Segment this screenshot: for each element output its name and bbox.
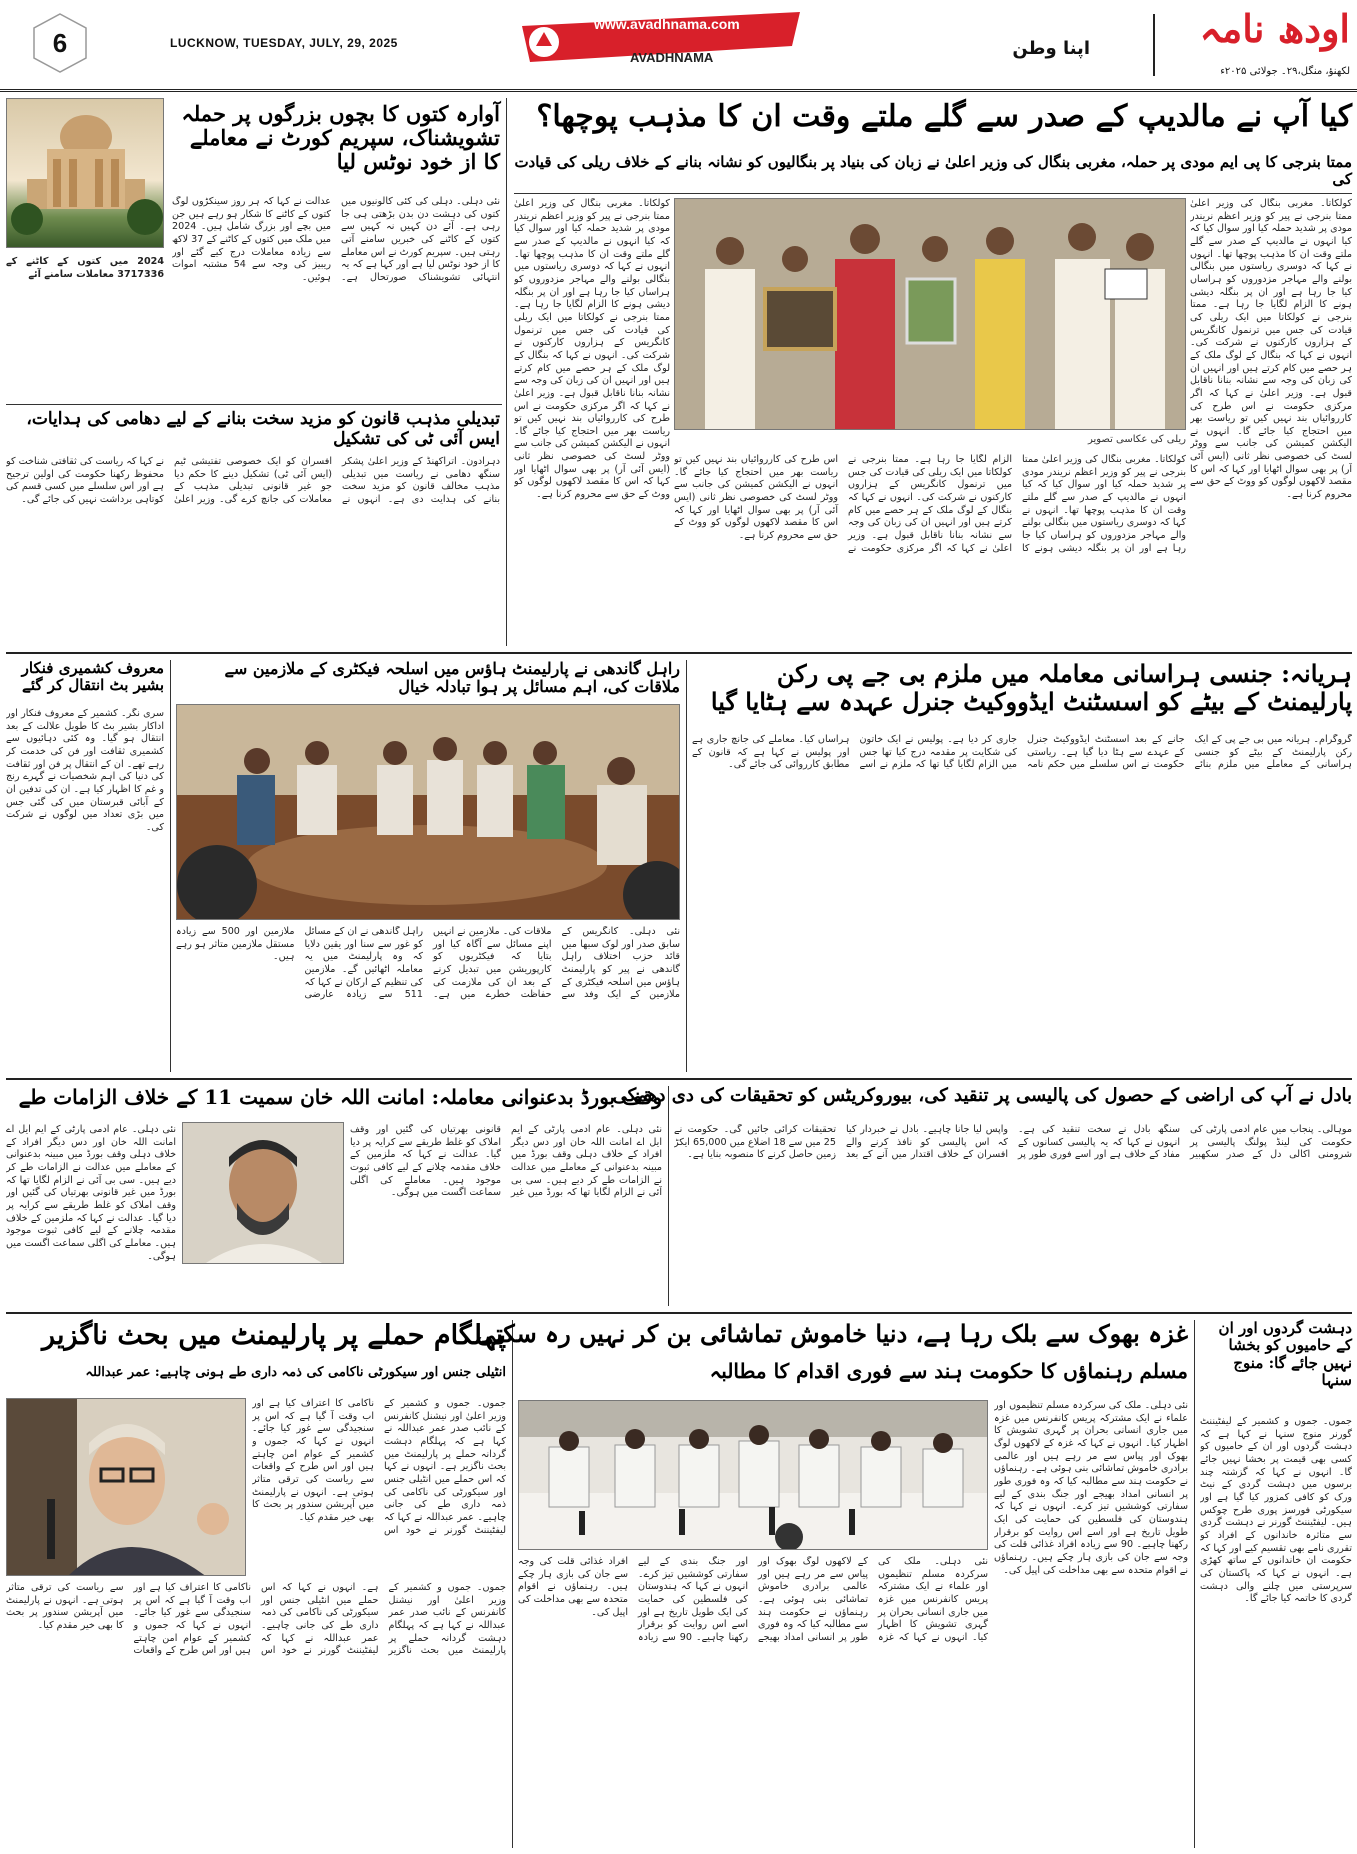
story-conversion-law <box>6 410 500 646</box>
waqf-body-right: نئی دہلی۔ عام آدمی پارٹی کے ایم ایل اے امانت اللہ خان اور دس دیگر افراد کے خلاف دہلی وقف بورڈ میں مبینہ بدعنوانی کے معاملے میں عدالت نے الزامات طے کر دیے ہیں۔ سی بی آئی نے الزام لگایا تھا کہ بورڈ میں غیر قانونی بھرتیاں کی گئیں اور وقف املاک کو غلط طریقے سے کرایہ پر دیا گیا۔ عدالت نے کہا کہ ملزمین کے خلاف مقدمہ چلانے کے لیے کافی ثبوت موجود ہیں۔ معاملے کی اگلی سماعت اگست میں ہوگی۔ <box>350 1124 662 1199</box>
column-rule <box>1194 1320 1195 1848</box>
story-haryana <box>692 660 1352 1072</box>
column-rule <box>668 1086 669 1306</box>
dateline: LUCKNOW, TUESDAY, JULY, 29, 2025 <box>170 36 398 50</box>
gaza-body-bottom: نئی دہلی۔ ملک کی سرکردہ مسلم تنظیموں اور علماء نے ایک مشترکہ پریس کانفرنس میں غزہ میں جاری انسانی بحران پر گہری تشویش کا اظہار کیا۔ انہوں نے کہا کہ غزہ کے لاکھوں لوگ بھوک اور پیاس سے مر رہے ہیں اور عالمی برادری خاموش تماشائی بنی ہوئی ہے۔ رہنماؤں نے حکومت ہند سے مطالبہ کیا کہ وہ فوری طور پر انسانی امداد بھیجے اور جنگ بندی کے لیے سفارتی کوششیں تیز کرے۔ انہوں نے کہا کہ ہندوستان کی فلسطین کی حمایت کی ایک طویل تاریخ ہے اور اسے اس روایت کو برقرار رکھنا چاہیے۔ 90 سے زیادہ افراد غذائی قلت کی وجہ سے جان کی بازی ہار چکے ہیں۔ رہنماؤں نے اقوام متحدہ سے بھی مداخلت کی اپیل کی۔ <box>518 1556 988 1643</box>
row-rule <box>6 404 502 405</box>
haryana-body: گروگرام۔ ہریانہ میں بی جے پی کے ایک رکن پارلیمنٹ کے بیٹے کو جنسی ہراسانی کے معاملے میں ملزم بنائے جانے کے بعد اسسٹنٹ ایڈووکیٹ جنرل کے عہدے سے ہٹا دیا گیا ہے۔ ریاستی حکومت نے اس سلسلے میں حکم نامہ جاری کر دیا ہے۔ پولیس نے ایک خاتون کی شکایت پر مقدمہ درج کیا تھا جس میں الزام لگایا گیا تھا کہ ملزم نے اسے ہراساں کیا۔ معاملے کی جانچ جاری ہے اور پولیس نے کہا ہے کہ قانون کے مطابق کارروائی کی جائے گی۔ <box>692 734 1352 771</box>
amanatullah-photo <box>182 1122 344 1264</box>
mamata-rally-photo <box>674 198 1186 430</box>
supreme-court-photo <box>6 98 164 248</box>
manoj-sinha-body: جموں۔ جموں و کشمیر کے لیفٹیننٹ گورنر منوج سنہا نے کہا ہے کہ دہشت گردوں اور ان کے حامیوں کو کسی بھی قیمت پر بخشا نہیں جائے گا۔ انہوں نے کہا کہ گزشتہ چند برسوں میں دہشت گردی کے نیٹ ورک کو کافی کمزور کیا گیا ہے اور سیکورٹی فورسز پوری طرح چوکس ہیں۔ لیفٹیننٹ گورنر نے دہشت گردی سے متاثرہ خاندانوں کے افراد کو تقرری نامے بھی تقسیم کیے اور کہا کہ حکومت ان خاندانوں کے ساتھ کھڑی ہے۔ انہوں نے کہا کہ پاکستان کی سرپرستی میں چلنے والی دہشت گردی کا خاتمہ کیا جائے گا۔ <box>1200 1416 1352 1605</box>
stray-dogs-body: نئی دہلی۔ دہلی کی کئی کالونیوں میں کتوں کی دہشت دن بدن بڑھتی ہی جا رہی ہے۔ آئے دن کہیں نہ کہیں سے کتوں کے کاٹنے کی خبریں سامنے آتی رہتی ہیں۔ سپریم کورٹ نے اس معاملے کا از خود نوٹس لیا ہے اور کہا ہے کہ یہ انتہائی تشویشناک صورتحال ہے۔ عدالت نے کہا کہ ہر روز سینکڑوں لوگ کتوں کے کاٹنے کا شکار ہو رہے ہیں جن میں بچے اور بزرگ شامل ہیں۔ 2024 میں ملک میں کتوں کے کاٹنے کے 37 لاکھ سے زیادہ معاملات درج کیے گئے اور ریبیز کی وجہ سے 54 مشتبہ اموات ہوئیں۔ <box>172 196 500 283</box>
row-rule <box>6 652 1352 654</box>
gaza-headline: غزہ بھوک سے بلک رہا ہے، دنیا خاموش تماشائی بن کر نہیں رہ سکتی <box>476 1319 1188 1348</box>
column-rule <box>686 660 687 1072</box>
waqf-board-headline: وقف بورڈ بدعنوانی معاملہ: امانت اللہ خان سمیت 11 کے خلاف الزامات طے <box>18 1085 662 1109</box>
page-number-badge <box>32 12 88 74</box>
masthead <box>0 0 1357 92</box>
kashmiri-artist-body: سری نگر۔ کشمیر کے معروف فنکار اور اداکار بشیر بٹ کا طویل علالت کے بعد انتقال ہو گیا۔ وہ کئی دہائیوں سے کشمیری ثقافت اور فن کی خدمت کر رہے تھے۔ ان کے انتقال پر فن اور ثقافت کی دنیا کی اہم شخصیات نے گہرے رنج و غم کا اظہار کیا ہے۔ ان کی تدفین ان کے آبائی قبرستان میں کی گئی جس میں بڑی تعداد میں لوگوں نے شرکت کی۔ <box>6 708 164 833</box>
urdu-date: لکھنؤ، منگل،۲۹۔ جولائی ۲۰۲۵ء <box>1220 66 1350 77</box>
story-pahalgam <box>6 1320 506 1848</box>
mamata-photo-caption: ریلی کی عکاسی تصویر <box>1087 434 1186 445</box>
website-url[interactable]: www.avadhnama.com <box>594 16 740 32</box>
pahalgam-body-bottom: جموں۔ جموں و کشمیر کے وزیر اعلیٰ اور نیشنل کانفرنس کے نائب صدر عمر عبداللہ نے کہا ہے کہ پہلگام دہشت گردانہ حملے پر پارلیمنٹ میں بحث ناگزیر ہے۔ انہوں نے کہا کہ اس حملے میں انٹیلی جنس اور سیکورٹی کی ناکامی کی ذمہ داری طے کی جانی چاہیے۔ عمر عبداللہ نے کہا کہ لیفٹیننٹ گورنر نے خود اس ناکامی کا اعتراف کیا ہے اور اب وقت آ گیا ہے کہ اس پر سنجیدگی سے غور کیا جائے۔ انہوں نے کہا کہ جموں و کشمیر کے عوام امن چاہتے ہیں اور اس طرح کے واقعات سے ریاست کی ترقی متاثر ہوتی ہے۔ انہوں نے پارلیمنٹ میں آپریشن سندور پر بحث کا بھی خیر مقدم کیا۔ <box>6 1582 506 1657</box>
section-name: اپنا وطن <box>1012 38 1090 59</box>
omar-abdullah-photo <box>6 1398 246 1576</box>
masthead-divider <box>1153 14 1155 76</box>
mamata-body-left: کولکاتا۔ مغربی بنگال کی وزیر اعلیٰ ممتا بنرجی نے پیر کو وزیر اعظم نریندر مودی پر شدید حملہ کیا اور سوال کیا کہ کیا انہوں نے مالدیپ کے صدر سے گلے ملتے وقت ان کا مذہب پوچھا تھا۔ انہوں نے کہا کہ دوسری ریاستوں میں بنگالی بولنے والے مہاجر مزدوروں کو ہراساں کیا جا رہا ہے اور ان پر بنگلہ دیشی ہونے کا الزام لگایا جا رہا ہے۔ ممتا بنرجی نے کولکاتا میں ایک ریلی کی قیادت کی جس میں ترنمول کانگریس کے ہزاروں کارکنوں نے شرکت کی۔ انہوں نے کہا کہ بنگال کے لوگ ملک کے ہر حصے میں کام کرتے ہیں اور انہیں ان کی زبان کی وجہ سے نشانہ بنانا ناقابل قبول ہے۔ وزیر اعلیٰ نے کہا کہ اگر مرکزی حکومت نے اس طرح کی کارروائیاں بند نہیں کیں تو ریاست بھر میں احتجاج کیا جائے گا۔ انہوں نے الیکشن کمیشن کی جانب سے ووٹر لسٹ کی خصوصی نظر ثانی (ایس آئی آر) پر بھی سوال اٹھایا اور کہا کہ اس کا مقصد لاکھوں لوگوں کو ووٹ کے حق سے محروم کرنا ہے۔ <box>514 198 670 501</box>
row-rule <box>6 1312 1352 1314</box>
pahalgam-subhead: انٹیلی جنس اور سیکورٹی ناکامی کی ذمہ داری طے ہونی چاہیے: عمر عبداللہ <box>85 1365 506 1380</box>
story-kashmiri-artist <box>6 660 164 1072</box>
column-rule <box>170 660 171 1072</box>
mamata-subhead: ممتا بنرجی کا پی ایم مودی پر حملہ، مغربی بنگال کی وزیر اعلیٰ نے زبان کی بنیاد پر بنگالیوں کو نشانہ بنانے کے خلاف ریلی کی قیادت کی <box>514 154 1352 194</box>
rahul-meeting-photo <box>176 704 680 920</box>
gaza-subhead: مسلم رہنماؤں کا حکومت ہند سے فوری اقدام کا مطالبہ <box>709 1359 1188 1383</box>
mamata-headline: کیا آپ نے مالدیپ کے صدر سے گلے ملتے وقت ان کا مذہب پوچھا؟ <box>536 99 1352 134</box>
story-rahul-gandhi <box>176 660 680 1072</box>
rahul-gandhi-body: نئی دہلی۔ کانگریس کے سابق صدر اور لوک سبھا میں قائد حزب اختلاف راہل گاندھی نے پیر کو پارلیمنٹ ہاؤس میں اسلحہ فیکٹری کے ملازمین کے ایک وفد سے ملاقات کی۔ ملازمین نے انہیں اپنے مسائل سے آگاہ کیا اور بتایا کہ فیکٹریوں کو کارپوریشن میں تبدیل کرنے کے بعد ان کی ملازمت کی حفاظت خطرے میں ہے۔ راہل گاندھی نے ان کے مسائل کو غور سے سنا اور یقین دلایا کہ وہ پارلیمنٹ میں یہ معاملہ اٹھائیں گے۔ ملازمین کی تنظیم کے ارکان نے کہا کہ 511 سے زیادہ عارضی ملازمین اور 500 سے زیادہ مستقل ملازمین متاثر ہو رہے ہیں۔ <box>176 926 680 1001</box>
mamata-body-bottom: کولکاتا۔ مغربی بنگال کی وزیر اعلیٰ ممتا بنرجی نے پیر کو وزیر اعظم نریندر مودی پر شدید حملہ کیا اور سوال کیا کہ کیا انہوں نے مالدیپ کے صدر سے گلے ملتے وقت ان کا مذہب پوچھا تھا۔ انہوں نے کہا کہ دوسری ریاستوں میں بنگالی بولنے والے مہاجر مزدوروں کو ہراساں کیا جا رہا ہے اور ان پر بنگلہ دیشی ہونے کا الزام لگایا جا رہا ہے۔ ممتا بنرجی نے کولکاتا میں ایک ریلی کی قیادت کی جس میں ترنمول کانگریس کے ہزاروں کارکنوں نے شرکت کی۔ انہوں نے کہا کہ بنگال کے لوگ ملک کے ہر حصے میں کام کرتے ہیں اور انہیں ان کی زبان کی وجہ سے نشانہ بنانا ناقابل قبول ہے۔ وزیر اعلیٰ نے کہا کہ اگر مرکزی حکومت نے اس طرح کی کارروائیاں بند نہیں کیں تو ریاست بھر میں احتجاج کیا جائے گا۔ انہوں نے الیکشن کمیشن کی جانب سے ووٹر لسٹ کی خصوصی نظر ثانی (ایس آئی آر) پر بھی سوال اٹھایا اور کہا کہ اس کا مقصد لاکھوں لوگوں کو ووٹ کے حق سے محروم کرنا ہے۔ <box>674 454 1186 554</box>
story-manoj-sinha <box>1200 1320 1352 1848</box>
column-rule <box>512 1320 513 1848</box>
story-gaza <box>476 1319 1188 1848</box>
manoj-sinha-headline: دہشت گردوں اور ان کے حامیوں کو بخشا نہیں جائے گا: منوج سنہا <box>1218 1319 1352 1389</box>
mamata-body-right: کولکاتا۔ مغربی بنگال کی وزیر اعلیٰ ممتا بنرجی نے پیر کو وزیر اعظم نریندر مودی پر شدید حملہ کیا اور سوال کیا کہ کیا انہوں نے مالدیپ کے صدر سے گلے ملتے وقت ان کا مذہب پوچھا تھا۔ انہوں نے کہا کہ دوسری ریاستوں میں بنگالی بولنے والے مہاجر مزدوروں کو ہراساں کیا جا رہا ہے اور ان پر بنگلہ دیشی ہونے کا الزام لگایا جا رہا ہے۔ ممتا بنرجی نے کولکاتا میں ایک ریلی کی قیادت کی جس میں ترنمول کانگریس کے ہزاروں کارکنوں نے شرکت کی۔ انہوں نے کہا کہ بنگال کے لوگ ملک کے ہر حصے میں کام کرتے ہیں اور انہیں ان کی زبان کی وجہ سے نشانہ بنانا ناقابل قبول ہے۔ وزیر اعلیٰ نے کہا کہ اگر مرکزی حکومت نے اس طرح کی کارروائیاں بند نہیں کیں تو ریاست بھر میں احتجاج کیا جائے گا۔ انہوں نے الیکشن کمیشن کی جانب سے ووٹر لسٹ کی خصوصی نظر ثانی (ایس آئی آر) پر بھی سوال اٹھایا اور کہا کہ اس کا مقصد لاکھوں لوگوں کو ووٹ کے حق سے محروم کرنا ہے۔ <box>1190 198 1352 501</box>
pahalgam-headline: پہلگام حملے پر پارلیمنٹ میں بحث ناگزیر <box>42 1320 506 1351</box>
badal-body: موہالی۔ پنجاب میں عام آدمی پارٹی کی حکومت کی لینڈ پولنگ پالیسی پر شرومنی اکالی دل کے صدر سکھبیر سنگھ بادل نے سخت تنقید کی ہے۔ انہوں نے کہا کہ یہ پالیسی کسانوں کے مفاد کے خلاف ہے اور اسے فوری طور پر واپس لیا جانا چاہیے۔ بادل نے خبردار کیا کہ اس پالیسی کو نافذ کرنے والے افسران کے خلاف اقتدار میں آنے کے بعد تحقیقات کرائی جائیں گی۔ حکومت نے 25 میں سے 18 اضلاع میں 65,000 ایکڑ زمین حاصل کرنے کا منصوبہ بنایا ہے۔ <box>674 1124 1352 1161</box>
haryana-headline: ہریانہ: جنسی ہراسانی معاملہ میں ملزم بی جے پی رکن پارلیمنٹ کے بیٹے کو اسسٹنٹ ایڈووکیٹ جنرل عہدہ سے ہٹایا گیا <box>710 659 1352 716</box>
conversion-law-body: دہرادون۔ اتراکھنڈ کے وزیر اعلیٰ پشکر سنگھ دھامی نے ریاست میں تبدیلی مذہب مخالف قانون کو مزید سخت بنانے کی ہدایت دی ہے۔ انہوں نے افسران کو ایک خصوصی تفتیشی ٹیم (ایس آئی ٹی) تشکیل دینے کا حکم دیا جو غیر قانونی تبدیلی مذہب کے معاملات کی جانچ کرے گی۔ وزیر اعلیٰ نے کہا کہ ریاست کی ثقافتی شناخت کو محفوظ رکھنا حکومت کی اولین ترجیح ہے اور اس سلسلے میں کسی قسم کی کوتاہی برداشت نہیں کی جائے گی۔ <box>6 456 500 505</box>
gaza-body-right: نئی دہلی۔ ملک کی سرکردہ مسلم تنظیموں اور علماء نے ایک مشترکہ پریس کانفرنس میں غزہ میں جاری انسانی بحران پر گہری تشویش کا اظہار کیا۔ انہوں نے کہا کہ غزہ کے لاکھوں لوگ بھوک اور پیاس سے مر رہے ہیں اور عالمی برادری خاموش تماشائی بنی ہوئی ہے۔ رہنماؤں نے حکومت ہند سے مطالبہ کیا کہ وہ فوری طور پر انسانی امداد بھیجے اور جنگ بندی کے لیے سفارتی کوششیں تیز کرے۔ انہوں نے کہا کہ ہندوستان کی فلسطین کی حمایت کی ایک طویل تاریخ ہے اور اسے اس روایت کو برقرار رکھنا چاہیے۔ 90 سے زیادہ افراد غذائی قلت کی وجہ سے جان کی بازی ہار چکے ہیں۔ رہنماؤں نے اقوام متحدہ سے بھی مداخلت کی اپیل کی۔ <box>994 1400 1188 1576</box>
rahul-gandhi-headline: راہل گاندھی نے پارلیمنٹ ہاؤس میں اسلحہ فیکٹری کے ملازمین سے ملاقات کی، اہم مسائل پر ہوا تبادلہ خیال <box>224 659 680 697</box>
story-stray-dogs <box>6 98 500 398</box>
badal-headline: بادل نے آپ کی اراضی کے حصول کی پالیسی پر تنقید کی، بیوروکریٹس کو تحقیقات کی دی دھمکی <box>612 1085 1352 1106</box>
story-mamata <box>514 98 1352 646</box>
story-waqf-board <box>6 1086 662 1306</box>
row-rule <box>6 1078 1352 1080</box>
conversion-law-headline: تبدیلی مذہب قانون کو مزید سخت بنانے کے لیے دھامی کی ہدایات، ایس آئی ٹی کی تشکیل <box>26 409 500 449</box>
waqf-body-left: نئی دہلی۔ عام آدمی پارٹی کے ایم ایل اے امانت اللہ خان اور دس دیگر افراد کے خلاف دہلی وقف بورڈ میں مبینہ بدعنوانی کے معاملے میں عدالت نے الزامات طے کر دیے ہیں۔ سی بی آئی نے الزام لگایا تھا کہ بورڈ میں غیر قانونی بھرتیاں کی گئیں اور وقف املاک کو غلط طریقے سے کرایہ پر دیا گیا۔ عدالت نے کہا کہ ملزمین کے خلاف مقدمہ چلانے کے لیے کافی ثبوت موجود ہیں۔ معاملے کی اگلی سماعت اگست میں ہوگی۔ <box>6 1124 176 1262</box>
kashmiri-artist-headline: معروف کشمیری فنکار بشیر بٹ انتقال کر گئے <box>21 659 164 695</box>
press-conference-photo <box>518 1400 988 1550</box>
story-badal <box>612 1085 1352 1306</box>
stray-dogs-stats: 2024 میں کتوں کے کاٹنے کے 3717336 معاملات سامنے آئے <box>6 256 164 280</box>
column-rule <box>506 98 507 646</box>
page-number: 6 <box>52 28 68 58</box>
brand-en: AVADHNAMA <box>630 50 714 65</box>
website-banner <box>510 6 810 68</box>
logo: اودھ نامہ <box>1199 6 1350 51</box>
stray-dogs-headline: آوارہ کتوں کا بچوں بزرگوں پر حملہ تشویشناک، سپریم کورٹ نے معاملے کا از خود نوٹس لیا <box>181 101 500 175</box>
pahalgam-body-right: جموں۔ جموں و کشمیر کے وزیر اعلیٰ اور نیشنل کانفرنس کے نائب صدر عمر عبداللہ نے کہا ہے کہ پہلگام دہشت گردانہ حملے پر پارلیمنٹ میں بحث ناگزیر ہے۔ انہوں نے کہا کہ اس حملے میں انٹیلی جنس اور سیکورٹی کی ناکامی کی ذمہ داری طے کی جانی چاہیے۔ عمر عبداللہ نے کہا کہ لیفٹیننٹ گورنر نے خود اس ناکامی کا اعتراف کیا ہے اور اب وقت آ گیا ہے کہ اس پر سنجیدگی سے غور کیا جائے۔ انہوں نے کہا کہ جموں و کشمیر کے عوام امن چاہتے ہیں اور اس طرح کے واقعات سے ریاست کی ترقی متاثر ہوتی ہے۔ انہوں نے پارلیمنٹ میں آپریشن سندور پر بحث کا بھی خیر مقدم کیا۔ <box>252 1398 506 1536</box>
